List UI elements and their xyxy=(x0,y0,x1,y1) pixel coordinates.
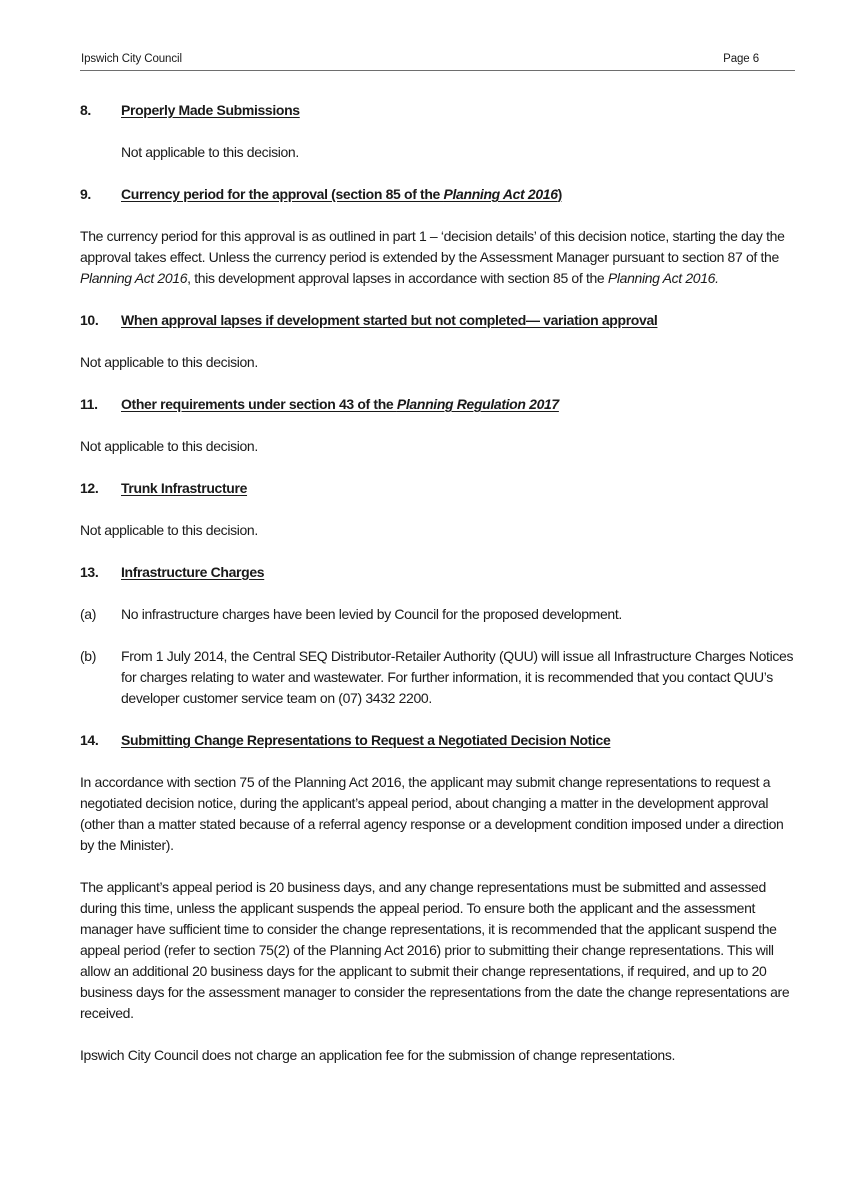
section-title-text: Currency period for the approval (section 85 of the xyxy=(121,186,444,202)
section-heading-9 xyxy=(80,184,795,205)
section-paragraph: In accordance with section 75 of the Planning Act 2016, the applicant may submit change representations to request a negotiated decision notice, during the applicant’s appeal period, about changing a matter in the development approval (other than a matter stated because of a referral agency response or a development condition imposed under a direction by the Minister). xyxy=(80,774,784,853)
act-name: Planning Act 2016 xyxy=(80,270,188,286)
section-title: Infrastructure Charges xyxy=(121,564,265,580)
section-number: 12. xyxy=(80,480,99,496)
list-item xyxy=(80,646,795,709)
section-title-text: Other requirements under section 43 of the xyxy=(121,396,397,412)
regulation-name: Planning Regulation 2017 xyxy=(396,396,559,412)
section-number: 10. xyxy=(80,312,99,328)
page-number: Page 6 xyxy=(723,53,759,65)
section-title-suffix: ) xyxy=(557,186,562,202)
section-body: Not applicable to this decision. xyxy=(80,354,258,370)
section-number: 9. xyxy=(80,186,91,202)
section-body xyxy=(80,226,795,289)
section-title xyxy=(121,184,562,205)
item-text: No infrastructure charges have been levied by Council for the proposed development. xyxy=(121,606,622,622)
document-body xyxy=(80,100,795,1066)
item-text: From 1 July 2014, the Central SEQ Distributor-Retailer Authority (QUU) will issue all Infrastructure Charges Notices for charges relating to water and wastewater. For further information, it is recommended that you contact QUU’s developer customer service team on (07) 3432 2200. xyxy=(121,648,794,706)
section-title: Properly Made Submissions xyxy=(121,102,300,118)
section-paragraph: The applicant’s appeal period is 20 business days, and any change representations must be submitted and assessed during this time, unless the applicant suspends the appeal period. To ensure both the applicant and the assessment manager have sufficient time to consider the change representations, it is recommended that the applicant suspend the appeal period (refer to section 75(2) of the Planning Act 2016) prior to submitting their change representations. This will allow an additional 20 business days for the applicant to submit their change representations, if required, and up to 20 business days for the assessment manager to consider the representations from the date the change representations are received. xyxy=(80,879,790,1021)
list-item xyxy=(80,604,795,625)
section-title: Trunk Infrastructure xyxy=(121,480,248,496)
section-title xyxy=(121,394,559,415)
body-text: , this development approval lapses in accordance with section 85 of the xyxy=(187,270,608,286)
section-heading-12 xyxy=(80,478,795,499)
section-title: Submitting Change Representations to Request a Negotiated Decision Notice xyxy=(121,732,611,748)
section-number: 14. xyxy=(80,732,99,748)
item-label: (a) xyxy=(80,606,97,622)
item-label: (b) xyxy=(80,648,97,664)
section-heading-8 xyxy=(80,100,795,121)
section-heading-14 xyxy=(80,730,795,751)
organisation-name: Ipswich City Council xyxy=(81,53,182,65)
page-header xyxy=(80,52,795,71)
section-heading-11 xyxy=(80,394,795,415)
section-heading-10 xyxy=(80,310,795,331)
section-body: Not applicable to this decision. xyxy=(80,522,258,538)
act-name: Planning Act 2016 xyxy=(443,186,558,202)
section-body: Not applicable to this decision. xyxy=(80,438,258,454)
section-number: 11. xyxy=(80,396,98,412)
section-heading-13 xyxy=(80,562,795,583)
body-text: The currency period for this approval is as outlined in part 1 – ‘decision details’ of this decision notice, starting the day the approval takes effect. Unless the currency period is extended by the Assessment Manager pursuant to section 87 of the xyxy=(80,228,785,265)
section-title: When approval lapses if development started but not completed— variation approval xyxy=(121,312,658,328)
section-body: Not applicable to this decision. xyxy=(121,144,299,160)
section-number: 8. xyxy=(80,102,91,118)
act-name: Planning Act 2016. xyxy=(607,270,719,286)
section-paragraph: Ipswich City Council does not charge an application fee for the submission of change representations. xyxy=(80,1047,676,1063)
section-number: 13. xyxy=(80,564,99,580)
